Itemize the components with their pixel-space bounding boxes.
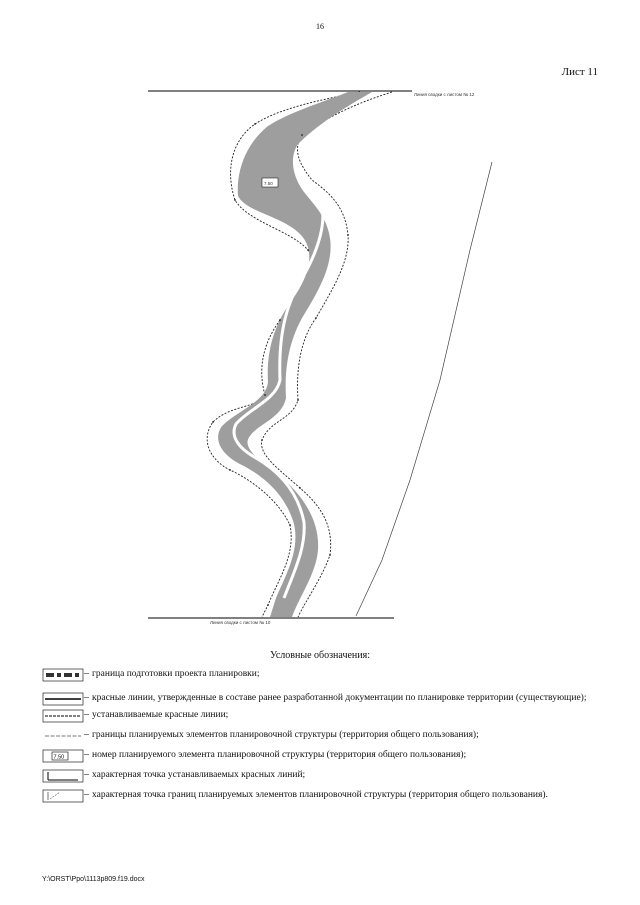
legend-item-elements (42, 729, 602, 743)
number-symbol-text: 7.50 (53, 754, 65, 761)
bottom-line-label: Линия сводки с листом № 10 (210, 620, 271, 625)
dash: – (84, 729, 89, 740)
legend-text: граница подготовки проекта планировки; (92, 669, 260, 679)
legend-item-point-elem (42, 789, 602, 803)
file-path-footer: Y:\ORST\Ppo\1113p809.f19.docx (42, 876, 145, 883)
point-red-symbol (42, 769, 84, 783)
legend-text: номер планируемого элемента планировочной структуры (территория общего пользования); (92, 750, 467, 760)
top-line-label: Линия сводки с листом № 12 (414, 92, 475, 97)
page-number: 16 (316, 22, 324, 31)
legend-title: Условные обозначения: (269, 650, 370, 661)
legend-item-boundary (42, 668, 602, 682)
legend-item-point-red (42, 769, 602, 783)
element-number: 7.50 (264, 181, 273, 186)
legend-text: красные линии, утвержденные в составе ранее разработанной документации по планировке территории (существующие); (92, 693, 587, 703)
legend-text: границы планируемых элементов планировочной структуры (территория общего пользования); (92, 730, 479, 740)
common-area-band (218, 92, 372, 617)
legend-text: устанавливаемые красные линии; (92, 710, 229, 720)
legend-text: характерная точка устанавливаемых красных линий; (92, 770, 306, 780)
legend-item-red-new (42, 709, 602, 723)
legend-text: характерная точка границ планируемых элементов планировочной структуры (территория общего пользования). (92, 790, 548, 800)
dash: – (84, 769, 89, 780)
dash: – (84, 749, 89, 760)
elements-symbol (42, 729, 84, 743)
red-new-symbol (42, 709, 84, 723)
legend-item-number (42, 749, 602, 763)
right-boundary-line (356, 162, 492, 616)
boundary-symbol (42, 668, 84, 682)
dash: – (84, 789, 89, 800)
red-existing-symbol (42, 692, 84, 706)
dash: – (84, 668, 89, 679)
dash: – (84, 709, 89, 720)
legend (42, 668, 602, 806)
point-elem-symbol (42, 789, 84, 803)
legend-item-red-existing (42, 692, 602, 706)
number-symbol (42, 749, 84, 763)
dash: – (84, 692, 89, 703)
sheet-label: Лист 11 (561, 66, 598, 78)
